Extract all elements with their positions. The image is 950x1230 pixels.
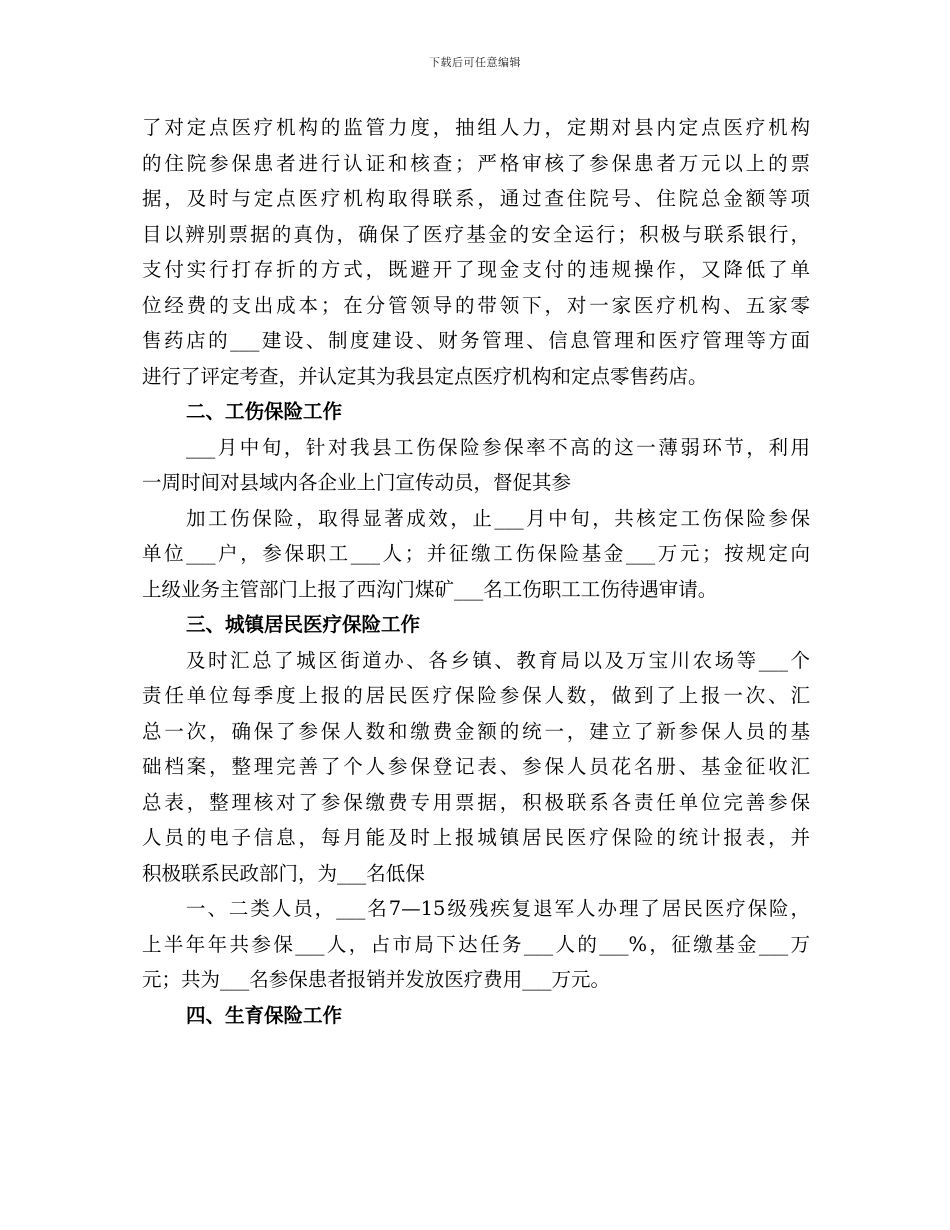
text-line: 加工伤保险，取得显著成效，止___月中旬，共核定工伤保险参保 [186,506,810,530]
text-line: 积极联系民政部门，为___名低保 [142,861,425,885]
section-heading-maternity: 四、生育保险工作 [186,1003,343,1027]
text-line: 支付实行打存折的方式，既避开了现金支付的违规操作，又降低了单 [142,258,810,281]
text-line: 据，及时与定点医疗机构取得联系，通过查住院号、住院总金额等项 [142,187,810,210]
text-line: 了对定点医疗机构的监管力度，抽组人力，定期对县内定点医疗机构 [142,116,810,139]
text-line: 上半年年共参保___人，占市局下达任务___人的___%，征缴基金___万 [142,932,810,956]
text-line: 础档案，整理完善了个人参保登记表、参保人员花名册、基金征收汇 [142,755,810,778]
text-line: 总一次，确保了参保人数和缴费金额的统一，建立了新参保人员的基 [142,719,810,743]
text-line: 单位___户，参保职工___人；并征缴工伤保险基金___万元；按规定向 [142,542,810,565]
text-line: 及时汇总了城区街道办、各乡镇、教育局以及万宝川农场等___个 [186,648,810,672]
text-line: ___月中旬，针对我县工伤保险参保率不高的这一薄弱环节，利用 [186,435,810,459]
text-line: 目以辨别票据的真伪，确保了医疗基金的安全运行；积极与联系银行， [142,222,810,246]
text-line: 人员的电子信息，每月能及时上报城镇居民医疗保险的统计报表，并 [142,826,810,849]
text-line: 总表，整理核对了参保缴费专用票据，积极联系各责任单位完善参保 [142,790,810,814]
text-line: 进行了评定考查，并认定其为我县定点医疗机构和定点零售药店。 [142,364,708,388]
section-heading-urban-medical: 三、城镇居民医疗保险工作 [186,613,421,636]
text-line: 售药店的___建设、制度建设、财务管理、信息管理和医疗管理等方面 [142,329,810,352]
text-line: 的住院参保患者进行认证和核查；严格审核了参保患者万元以上的票 [142,151,810,175]
text-line: 一、二类人员，___名7—15级残疾复退军人办理了居民医疗保险， [186,897,810,920]
page-header: 下载后可任意编辑 [429,56,521,69]
text-line: 责任单位每季度上报的居民医疗保险参保人数，做到了上报一次、汇 [142,684,810,707]
document-body [142,110,810,1033]
section-heading-work-injury: 二、工伤保险工作 [186,400,343,423]
text-line: 一周时间对县域内各企业上门宣传动员，督促其参 [142,471,572,494]
text-line: 位经费的支出成本；在分管领导的带领下，对一家医疗机构、五家零 [142,293,810,317]
text-line: 上级业务主管部门上报了西沟门煤矿___名工伤职工工伤待遇审请。 [142,577,718,601]
text-line: 元；共为___名参保患者报销并发放医疗费用___万元。 [142,968,611,991]
